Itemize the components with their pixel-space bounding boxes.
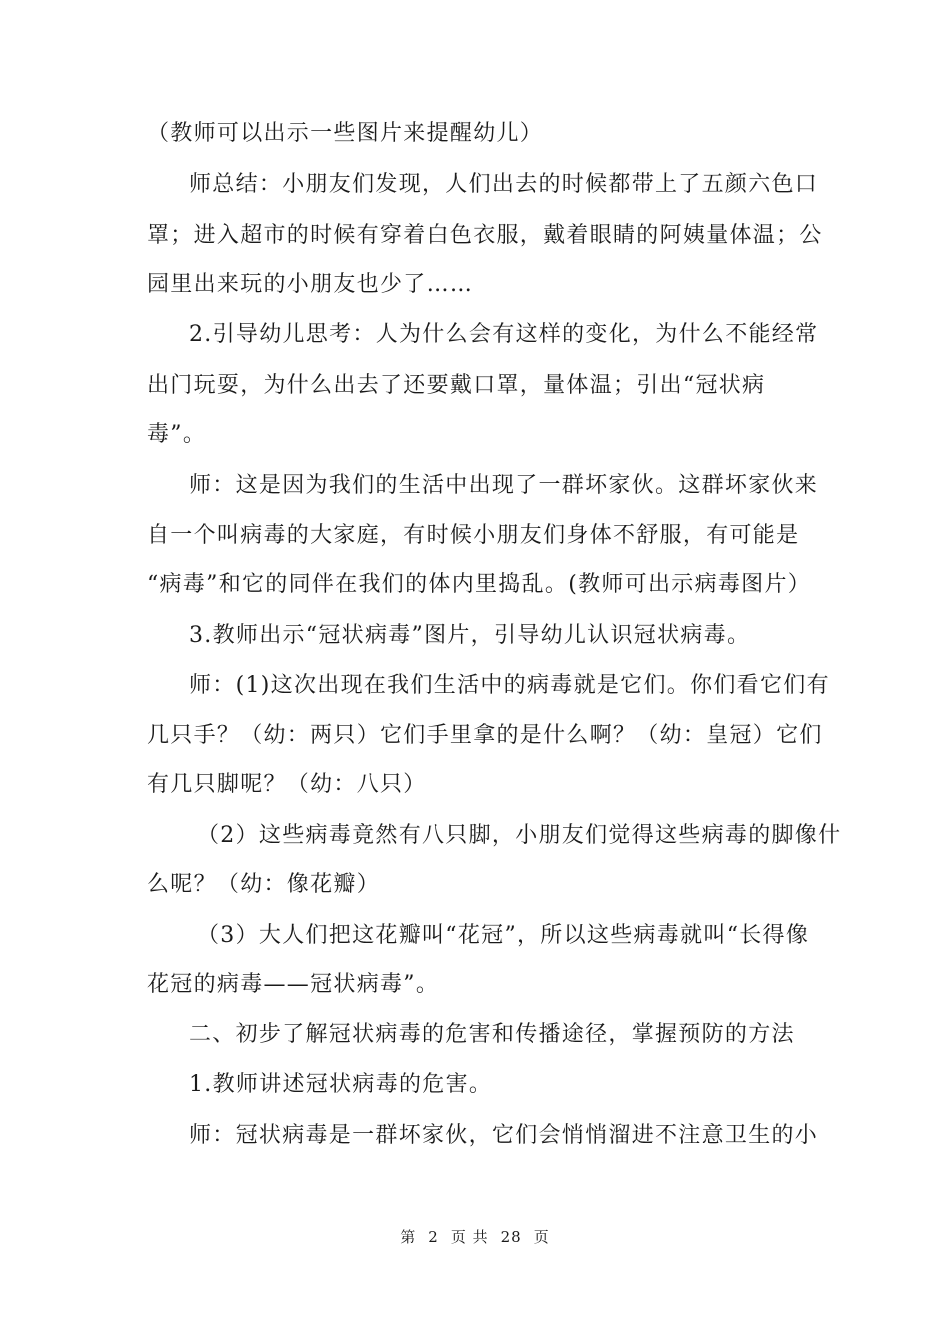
paragraph-line: “病毒”和它的同伴在我们的体内里捣乱。(教师可出示病毒图片） <box>147 572 812 597</box>
section-heading: 二、初步了解冠状病毒的危害和传播途径，掌握预防的方法 <box>189 1022 795 1047</box>
paragraph-line: 园里出来玩的小朋友也少了…… <box>147 272 474 297</box>
paragraph-line: 师：(1)这次出现在我们生活中的病毒就是它们。你们看它们有 <box>189 673 830 698</box>
paragraph-line: 师：这是因为我们的生活中出现了一群坏家伙。这群坏家伙来 <box>189 473 819 498</box>
paragraph-line: 出门玩耍，为什么出去了还要戴口罩，量体温；引出“冠状病 <box>147 373 766 398</box>
footer-total-pages: 28 <box>500 1228 522 1246</box>
paragraph-line: 花冠的病毒——冠状病毒”。 <box>147 972 440 997</box>
paragraph-line: 自一个叫病毒的大家庭，有时候小朋友们身体不舒服，有可能是 <box>147 523 800 548</box>
paragraph-line: （3）大人们把这花瓣叫“花冠”，所以这些病毒就叫“长得像 <box>197 923 810 948</box>
page-footer <box>0 1227 950 1247</box>
paragraph-line: 毒”。 <box>147 422 207 447</box>
paragraph-line: （2）这些病毒竟然有八只脚，小朋友们觉得这些病毒的脚像什 <box>197 823 842 848</box>
paragraph-line: 3.教师出示“冠状病毒”图片，引导幼儿认识冠状病毒。 <box>189 623 751 648</box>
footer-ye: 页 <box>533 1228 550 1246</box>
paragraph-line: 罩；进入超市的时候有穿着白色衣服，戴着眼睛的阿姨量体温；公 <box>147 223 823 248</box>
footer-page-number: 2 <box>428 1228 439 1246</box>
paragraph-line: 1.教师讲述冠状病毒的危害。 <box>189 1072 493 1097</box>
paragraph-line: 几只手？（幼：两只）它们手里拿的是什么啊？（幼：皇冠）它们 <box>147 723 823 748</box>
paragraph-line: 师：冠状病毒是一群坏家伙，它们会悄悄溜进不注意卫生的小 <box>189 1123 819 1148</box>
footer-di: 第 <box>400 1228 417 1246</box>
paragraph-line: 2.引导幼儿思考：人为什么会有这样的变化，为什么不能经常 <box>189 322 819 347</box>
footer-ye-gong: 页 共 <box>450 1228 489 1246</box>
paragraph-line: 有几只脚呢？（幼：八只） <box>147 772 427 797</box>
paragraph-line: 师总结：小朋友们发现，人们出去的时候都带上了五颜六色口 <box>189 172 819 197</box>
paragraph-line: 么呢？（幼：像花瓣） <box>147 872 381 897</box>
paragraph-line: （教师可以出示一些图片来提醒幼儿） <box>147 121 544 146</box>
